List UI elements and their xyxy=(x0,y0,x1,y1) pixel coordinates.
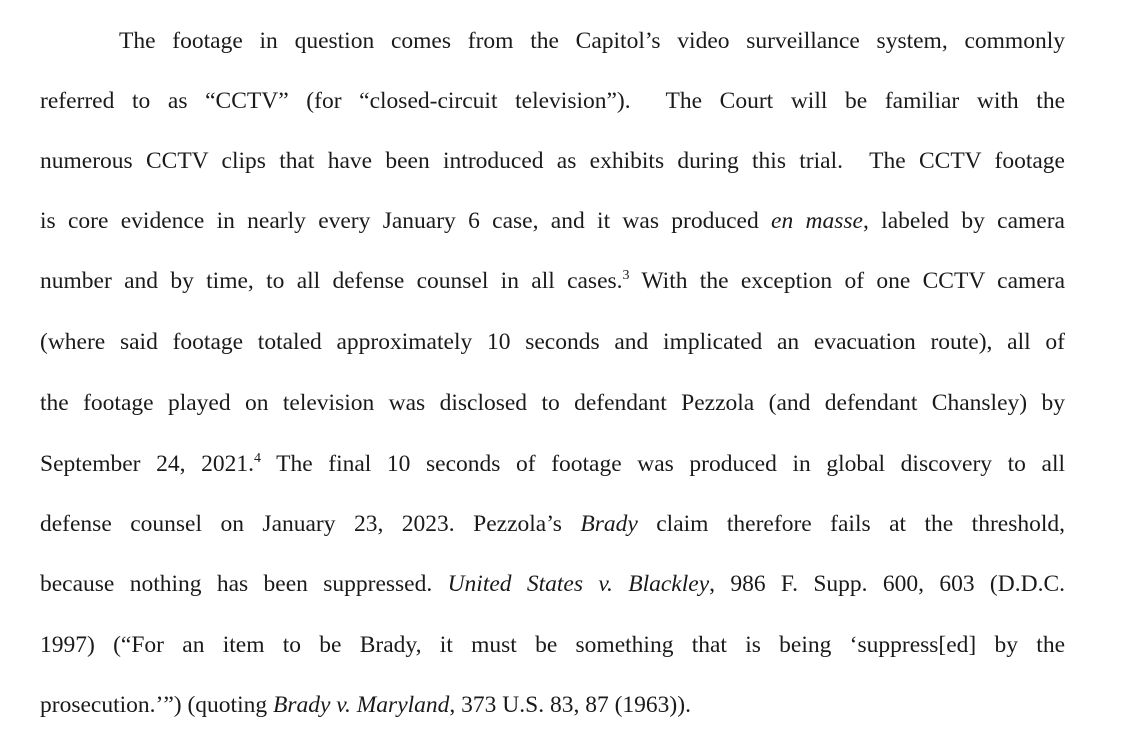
text-segment: , labeled by camera xyxy=(862,208,1065,234)
text-segment: September 24, 2021. xyxy=(40,451,254,477)
italic-phrase: en masse xyxy=(771,208,863,234)
text-segment: prosecution.’”) (quoting xyxy=(40,692,273,718)
text-line-9 xyxy=(40,509,1065,539)
text-line-5 xyxy=(40,266,1065,296)
text-segment: With the exception of one CCTV camera xyxy=(629,268,1066,294)
text-segment: The final 10 seconds of footage was produced in global discovery to all xyxy=(260,451,1065,477)
text-segment: The footage in question comes from the Capitol’s video surveillance system, commonly xyxy=(119,28,1065,54)
footnote-marker-4: 4 xyxy=(253,451,261,466)
text-segment: numerous CCTV clips that have been introduced as exhibits during this trial. The CCTV footage xyxy=(40,148,1065,174)
footnote-marker-3: 3 xyxy=(622,268,630,283)
text-line-10 xyxy=(40,569,1065,599)
text-segment: is core evidence in nearly every January 6 case, and it was produced xyxy=(40,208,772,234)
text-segment: (where said footage totaled approximately 10 seconds and implicated an evacuation route), all of xyxy=(40,329,1065,355)
text-segment: referred to as “CCTV” (for “closed-circuit television”). The Court will be familiar with the xyxy=(40,88,1065,114)
case-citation-brady-v-maryland: Brady v. Maryland xyxy=(272,692,450,718)
text-line-12 xyxy=(40,690,1065,720)
text-line-1 xyxy=(119,26,1065,56)
text-segment: claim therefore fails at the threshold, xyxy=(637,511,1065,537)
text-line-7 xyxy=(40,388,1065,418)
text-segment: the footage played on television was disclosed to defendant Pezzola (and defendant Chansley) by xyxy=(40,390,1065,416)
case-citation-blackley: United States v. Blackley xyxy=(447,571,710,597)
text-line-8 xyxy=(40,449,1065,479)
text-line-6 xyxy=(40,327,1065,357)
text-segment: because nothing has been suppressed. xyxy=(40,571,448,597)
text-segment: 1997) (“For an item to be Brady, it must be something that is being ‘suppress[ed] by the xyxy=(40,632,1065,658)
text-line-3 xyxy=(40,146,1065,176)
text-segment: , 986 F. Supp. 600, 603 (D.D.C. xyxy=(709,571,1065,597)
text-segment: number and by time, to all defense counsel in all cases. xyxy=(40,268,623,294)
text-line-2 xyxy=(40,86,1065,116)
text-line-4 xyxy=(40,206,1065,236)
text-segment: , 373 U.S. 83, 87 (1963)). xyxy=(449,692,691,718)
case-name-brady: Brady xyxy=(580,511,638,537)
text-segment: defense counsel on January 23, 2023. Pezzola’s xyxy=(40,511,581,537)
text-line-11 xyxy=(40,630,1065,660)
